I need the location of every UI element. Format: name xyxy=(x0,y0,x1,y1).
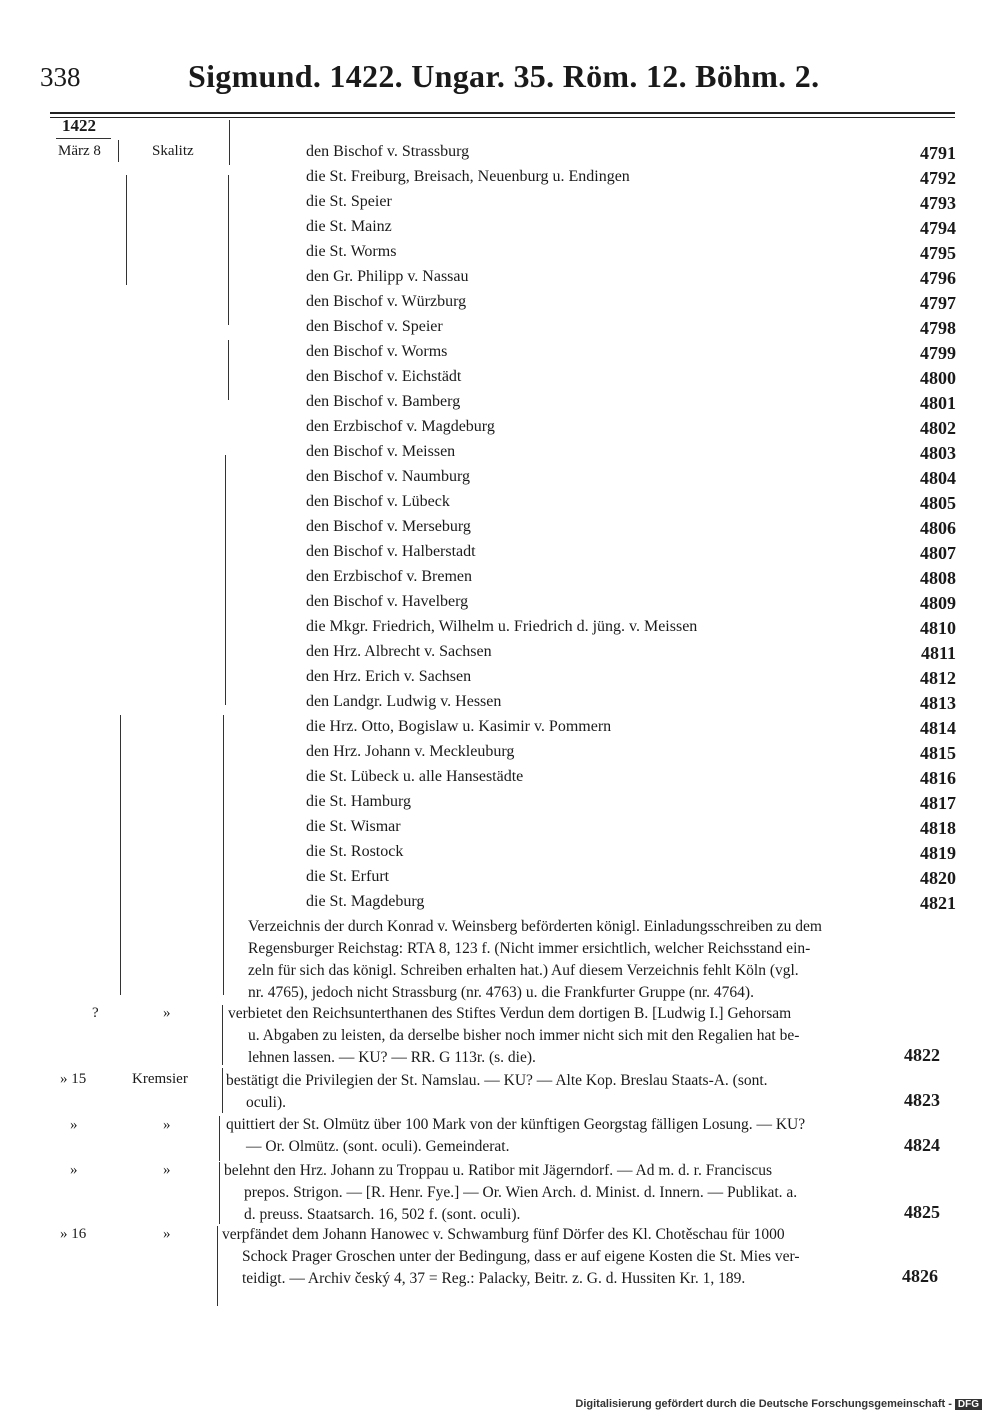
list-item xyxy=(306,343,956,365)
list-item xyxy=(306,368,956,390)
entry-number: 4819 xyxy=(920,843,956,863)
column-divider xyxy=(228,340,229,400)
column-divider xyxy=(120,715,121,995)
entry-text: den Bischof v. Havelberg xyxy=(306,593,469,610)
entry-number: 4801 xyxy=(920,393,956,413)
entry-text: die St. Speier xyxy=(306,193,392,210)
header-rule xyxy=(50,112,955,114)
entry-text: die St. Magdeburg xyxy=(306,893,425,910)
entry-date: ? xyxy=(92,1005,99,1021)
list-item xyxy=(306,468,956,490)
entry-text: die Mkgr. Friedrich, Wilhelm u. Friedrich d. jüng. v. Meissen xyxy=(306,618,698,635)
entry-text: den Erzbischof v. Magdeburg xyxy=(306,418,495,435)
note-line: nr. 4765), jedoch nicht Strassburg (nr. 4763) u. die Frankfurter Gruppe (nr. 4764). xyxy=(248,984,754,1001)
column-divider xyxy=(228,175,229,325)
entry-date: » xyxy=(70,1162,78,1178)
entry-number: 4798 xyxy=(920,318,956,338)
column-divider xyxy=(225,455,226,705)
column-divider xyxy=(217,1226,218,1306)
regest-text xyxy=(226,1114,805,1158)
entry-text: den Bischof v. Bamberg xyxy=(306,393,461,410)
entry-text: den Hrz. Johann v. Meckleuburg xyxy=(306,743,515,760)
entry-text: den Gr. Philipp v. Nassau xyxy=(306,268,469,285)
entry-number: 4794 xyxy=(920,218,956,238)
list-item xyxy=(306,143,956,165)
note-line: zeln für sich das königl. Schreiben erhalten hat.) Auf diesem Verzeichnis fehlt Köln (vgl. xyxy=(248,962,799,979)
list-item xyxy=(306,543,956,565)
list-item xyxy=(306,168,956,190)
entry-text: den Bischof v. Strassburg xyxy=(306,143,470,160)
entry-text: die Hrz. Otto, Bogislaw u. Kasimir v. Pommern xyxy=(306,718,612,735)
regest-line: teidigt. — Archiv český 4, 37 = Reg.: Palacky, Beitr. z. G. d. Hussiten Kr. 1, 189. xyxy=(242,1270,746,1287)
list-item xyxy=(306,218,956,240)
entry-number: 4811 xyxy=(920,643,956,663)
entry-text: den Bischof v. Meissen xyxy=(306,443,456,460)
regest-text xyxy=(222,1224,800,1290)
entry-number: 4808 xyxy=(920,568,956,588)
list-item xyxy=(306,693,956,715)
entry-number: 4821 xyxy=(920,893,956,913)
list-item xyxy=(306,318,956,340)
entry-number: 4795 xyxy=(920,243,956,263)
entry-number: 4791 xyxy=(920,143,956,163)
regest-line: oculi). xyxy=(246,1094,287,1111)
entry-number: 4817 xyxy=(920,793,956,813)
regest-line: quittiert der St. Olmütz über 100 Mark von der künftigen Georgstag fälligen Losung. — KU? xyxy=(226,1116,806,1133)
entry-place: Skalitz xyxy=(152,143,194,159)
entry-number: 4804 xyxy=(920,468,956,488)
list-item xyxy=(306,643,956,665)
regest-line: u. Abgaben zu leisten, da derselbe bisher noch immer nicht sich mit den Regalien hat be- xyxy=(248,1027,800,1044)
page-title: Sigmund. 1422. Ungar. 35. Röm. 12. Böhm. 2. xyxy=(188,58,820,94)
list-item xyxy=(306,743,956,765)
editorial-note xyxy=(248,916,822,1004)
entry-number: 4807 xyxy=(920,543,956,563)
entry-number: 4818 xyxy=(920,818,956,838)
entry-number: 4793 xyxy=(920,193,956,213)
regest-text xyxy=(228,1003,799,1069)
entry-text: den Landgr. Ludwig v. Hessen xyxy=(306,693,502,710)
entry-text: die St. Worms xyxy=(306,243,397,260)
list-item xyxy=(306,393,956,415)
regest-number: 4823 xyxy=(904,1090,940,1110)
list-item xyxy=(306,618,956,640)
footer-credit xyxy=(575,1398,982,1410)
entry-number: 4810 xyxy=(920,618,956,638)
entry-text: die St. Freiburg, Breisach, Neuenburg u. Endingen xyxy=(306,168,630,185)
list-item xyxy=(306,293,956,315)
note-line: Regensburger Reichstag: RTA 8, 123 f. (Nicht immer ersichtlich, welcher Reichsstand ein- xyxy=(248,940,811,957)
entry-text: die St. Rostock xyxy=(306,843,404,860)
entry-text: den Bischof v. Würzburg xyxy=(306,293,467,310)
regest-line: prepos. Strigon. — [R. Henr. Fye.] — Or. Wien Arch. d. Minist. d. Innern. — Publikat. a. xyxy=(244,1184,798,1201)
list-item xyxy=(306,193,956,215)
entry-number: 4815 xyxy=(920,743,956,763)
column-divider xyxy=(219,1162,220,1224)
entry-text: die St. Mainz xyxy=(306,218,392,235)
column-divider xyxy=(126,175,127,285)
regest-line: lehnen lassen. — KU? — RR. G 113r. (s. die). xyxy=(248,1049,536,1066)
regest-line: belehnt den Hrz. Johann zu Troppau u. Ratibor mit Jägerndorf. — Ad m. d. r. Franciscus xyxy=(224,1162,773,1179)
list-item xyxy=(306,893,956,915)
regest-number: 4822 xyxy=(904,1045,940,1065)
entry-number: 4792 xyxy=(920,168,956,188)
entry-number: 4797 xyxy=(920,293,956,313)
entry-number: 4800 xyxy=(920,368,956,388)
column-divider xyxy=(223,715,224,995)
entry-number: 4820 xyxy=(920,868,956,888)
entry-number: 4812 xyxy=(920,668,956,688)
list-item xyxy=(306,668,956,690)
list-item xyxy=(306,768,956,790)
entry-number: 4802 xyxy=(920,418,956,438)
column-divider xyxy=(118,140,119,162)
year-label: 1422 xyxy=(62,116,96,135)
regest-text xyxy=(224,1160,797,1226)
entry-number: 4814 xyxy=(920,718,956,738)
entry-text: den Bischof v. Lübeck xyxy=(306,493,450,510)
entry-text: den Bischof v. Worms xyxy=(306,343,448,360)
list-item xyxy=(306,518,956,540)
entry-number: 4809 xyxy=(920,593,956,613)
dfg-logo: DFG xyxy=(955,1399,982,1410)
regest-line: verpfändet dem Johann Hanowec v. Schwamburg fünf Dörfer des Kl. Chotěschau für 1000 xyxy=(222,1226,785,1243)
entry-text: den Bischof v. Eichstädt xyxy=(306,368,462,385)
regest-line: Schock Prager Groschen unter der Bedingung, dass er auf eigene Kosten die St. Mies ver- xyxy=(242,1248,800,1265)
entry-place: » xyxy=(163,1005,171,1021)
regest-line: verbietet den Reichsunterthanen des Stiftes Verdun dem dortigen B. [Ludwig I.] Gehorsam xyxy=(228,1005,792,1022)
entry-date: » xyxy=(70,1117,78,1133)
entry-text: den Bischof v. Naumburg xyxy=(306,468,470,485)
entry-place: Kremsier xyxy=(132,1071,188,1087)
footer-text: Digitalisierung gefördert durch die Deutsche Forschungsgemeinschaft - xyxy=(575,1398,952,1410)
list-item xyxy=(306,443,956,465)
entry-place: » xyxy=(163,1226,171,1242)
entry-text: den Bischof v. Merseburg xyxy=(306,518,471,535)
entry-number: 4796 xyxy=(920,268,956,288)
entry-number: 4805 xyxy=(920,493,956,513)
entry-date: » 16 xyxy=(60,1226,87,1242)
regest-line: bestätigt die Privilegien der St. Namslau. — KU? — Alte Kop. Breslau Staats-A. (sont. xyxy=(226,1072,768,1089)
header-rule-thin xyxy=(50,117,955,118)
entry-place: » xyxy=(163,1162,171,1178)
entry-text: die St. Hamburg xyxy=(306,793,412,810)
list-item xyxy=(306,418,956,440)
entry-number: 4799 xyxy=(920,343,956,363)
year-underline xyxy=(56,138,111,139)
list-item xyxy=(306,493,956,515)
list-item xyxy=(306,843,956,865)
entry-text: den Hrz. Erich v. Sachsen xyxy=(306,668,472,685)
entry-number: 4806 xyxy=(920,518,956,538)
list-item xyxy=(306,593,956,615)
column-divider xyxy=(229,120,230,165)
entry-place: » xyxy=(163,1117,171,1133)
regest-line: — Or. Olmütz. (sont. oculi). Gemeinderat. xyxy=(246,1138,510,1155)
entry-text: den Bischof v. Speier xyxy=(306,318,443,335)
entry-text: die St. Wismar xyxy=(306,818,401,835)
entry-text: den Hrz. Albrecht v. Sachsen xyxy=(306,643,492,660)
list-item xyxy=(306,818,956,840)
note-line: Verzeichnis der durch Konrad v. Weinsberg beförderten königl. Einladungsschreiben zu dem xyxy=(248,918,822,935)
entry-date: » 15 xyxy=(60,1071,87,1087)
regest-number: 4824 xyxy=(904,1135,940,1155)
column-divider xyxy=(219,1116,220,1161)
column-divider xyxy=(222,1068,223,1113)
entry-text: den Bischof v. Halberstadt xyxy=(306,543,476,560)
list-item xyxy=(306,568,956,590)
entry-number: 4813 xyxy=(920,693,956,713)
list-item xyxy=(306,793,956,815)
regest-number: 4825 xyxy=(904,1202,940,1222)
entry-text: den Erzbischof v. Bremen xyxy=(306,568,473,585)
list-item xyxy=(306,268,956,290)
column-divider xyxy=(222,1005,223,1065)
list-item xyxy=(306,718,956,740)
entry-number: 4803 xyxy=(920,443,956,463)
list-item xyxy=(306,868,956,890)
entry-text: die St. Lübeck u. alle Hansestädte xyxy=(306,768,524,785)
entry-date: März 8 xyxy=(58,143,101,159)
page-number: 338 xyxy=(40,62,81,92)
regest-number: 4826 xyxy=(902,1266,938,1286)
regest-text xyxy=(226,1070,768,1114)
list-item xyxy=(306,243,956,265)
regest-line: d. preuss. Staatsarch. 16, 502 f. (sont. oculi). xyxy=(244,1206,521,1223)
entry-text: die St. Erfurt xyxy=(306,868,390,885)
entry-number: 4816 xyxy=(920,768,956,788)
